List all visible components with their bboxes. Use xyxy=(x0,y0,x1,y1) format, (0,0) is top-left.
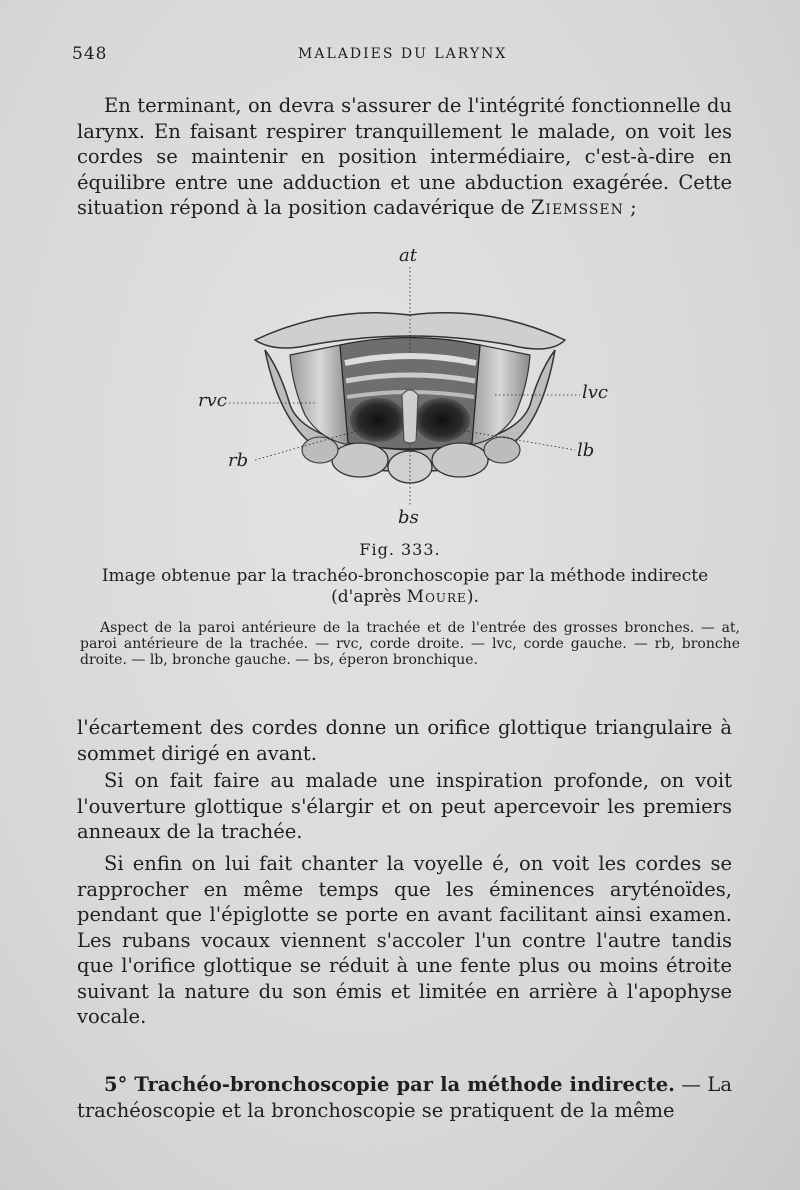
paragraph-vowel: Si enfin on lui fait chanter la voyelle é, on voit les cordes se rapprocher en même temps que les éminences aryténoïdes, pendant que l'épiglotte se porte en avant facilitant ainsi examen. Les rubans vocaux viennent s'accoler l'un contre l'autre tandis que l'orifice glottique se réduit à une fente plus ou moins étroite suivant la nature du son émis et limitée en arrière à l'apophyse vocale. xyxy=(77,852,732,1028)
figure-333 xyxy=(180,245,620,535)
label-lb: lb xyxy=(577,440,595,461)
figure-caption xyxy=(100,566,710,608)
paragraph-intro xyxy=(77,93,732,221)
figure-legend: Aspect de la paroi antérieure de la trachée et de l'entrée des grosses bronches. — at, paroi antérieure de la trachée. — rvc, corde droite. — lvc, corde gauche. — rb, bronche droite. — lb, bronche gauche. — bs, éperon bronchique. xyxy=(80,620,740,668)
paragraph-inspiration: Si on fait faire au malade une inspiration profonde, on voit l'ouverture glottique s'élargir et on peut apercevoir les premiers anneaux de la trachée. xyxy=(77,769,732,843)
figure-caption-text: Image obtenue par la trachéo-bronchoscopie par la méthode indirecte (d'après xyxy=(101,566,709,607)
author-moure: Moure xyxy=(406,587,467,607)
label-rb: rb xyxy=(228,450,249,471)
section-text: — La trachéoscopie et la bronchoscopie se pratiquent de la même xyxy=(77,1073,732,1122)
paragraph-intro-text: En terminant, on devra s'assurer de l'intégrité fonctionnelle du larynx. En faisant respirer tranquillement le malade, on voit les cordes se maintenir en position intermédiaire, c'est-à-dire en équilibre entre une adduction et une abduction exagérée. Cette situation répond à la position cadavérique de xyxy=(77,94,732,219)
page-number: 548 xyxy=(72,44,108,64)
label-lvc: lvc xyxy=(582,382,609,403)
running-title: MALADIES DU LARYNX xyxy=(298,46,508,62)
author-ziemssen: Ziemssen xyxy=(530,196,624,219)
section-heading: 5° Trachéo-bronchoscopie par la méthode indirecte. xyxy=(104,1073,675,1096)
tracheobronchoscopy-illustration xyxy=(180,245,620,535)
paragraph-glottis: l'écartement des cordes donne un orifice glottique triangulaire à sommet dirigé en avant. xyxy=(77,716,732,765)
figure-caption-end: ). xyxy=(466,587,479,607)
label-rvc: rvc xyxy=(198,390,227,411)
label-bs: bs xyxy=(398,507,419,528)
section-paragraph xyxy=(77,1072,732,1123)
page-header xyxy=(72,44,740,74)
figure-number: Fig. 333. xyxy=(359,540,441,559)
label-at: at xyxy=(399,245,417,266)
paragraph-intro-end: ; xyxy=(623,196,637,219)
